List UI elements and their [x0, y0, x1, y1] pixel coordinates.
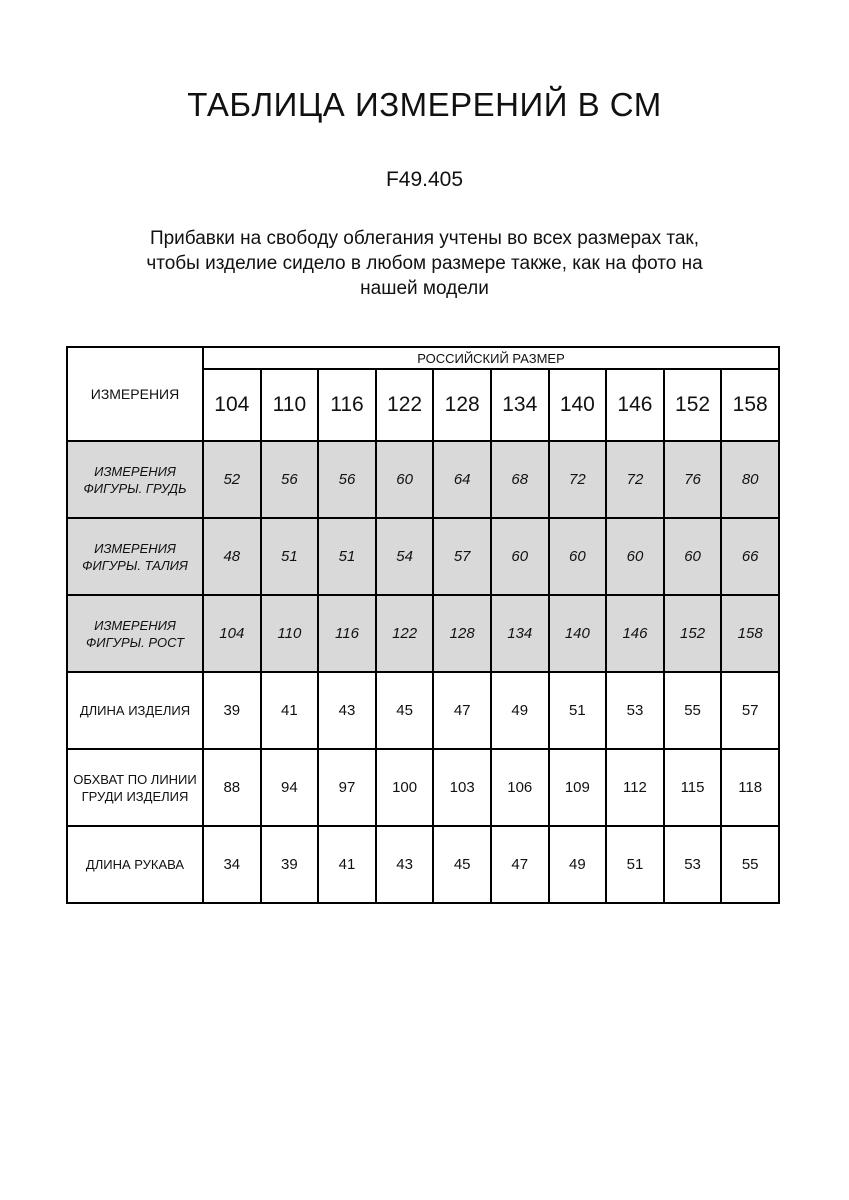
measurement-value: 51 — [261, 518, 319, 595]
measurement-value: 41 — [261, 672, 319, 749]
measurement-value: 51 — [606, 826, 664, 903]
row-label: ОБХВАТ ПО ЛИНИИ ГРУДИ ИЗДЕЛИЯ — [67, 749, 203, 826]
measurement-value: 100 — [376, 749, 434, 826]
measurement-value: 49 — [491, 672, 549, 749]
size-table-body — [67, 441, 779, 903]
table-row — [67, 826, 779, 903]
page-title: ТАБЛИЦА ИЗМЕРЕНИЙ В СМ — [187, 86, 662, 123]
measurement-value: 103 — [433, 749, 491, 826]
row-label: ДЛИНА ИЗДЕЛИЯ — [67, 672, 203, 749]
measurement-value: 158 — [721, 595, 779, 672]
size-column-header: 104 — [203, 369, 261, 441]
size-column-header: 152 — [664, 369, 722, 441]
size-column-header: 158 — [721, 369, 779, 441]
table-row — [67, 672, 779, 749]
row-label: ИЗМЕРЕНИЯ ФИГУРЫ. ГРУДЬ — [67, 441, 203, 518]
measurement-value: 60 — [491, 518, 549, 595]
measurement-value: 41 — [318, 826, 376, 903]
measurement-value: 57 — [721, 672, 779, 749]
size-table — [66, 346, 780, 904]
measurement-value: 56 — [318, 441, 376, 518]
measurement-value: 55 — [664, 672, 722, 749]
intro-line: нашей модели — [360, 278, 489, 299]
measurement-value: 66 — [721, 518, 779, 595]
measurement-value: 49 — [549, 826, 607, 903]
measurement-value: 80 — [721, 441, 779, 518]
measurements-corner-header: ИЗМЕРЕНИЯ — [67, 347, 203, 441]
measurement-value: 53 — [606, 672, 664, 749]
table-row — [67, 595, 779, 672]
table-row — [67, 441, 779, 518]
measurement-value: 60 — [664, 518, 722, 595]
measurement-value: 60 — [606, 518, 664, 595]
measurement-value: 56 — [261, 441, 319, 518]
measurement-value: 60 — [549, 518, 607, 595]
measurement-value: 72 — [606, 441, 664, 518]
intro-line: чтобы изделие сидело в любом размере также, как на фото на — [146, 253, 703, 274]
measurement-value: 115 — [664, 749, 722, 826]
row-label: ИЗМЕРЕНИЯ ФИГУРЫ. ТАЛИЯ — [67, 518, 203, 595]
measurement-value: 76 — [664, 441, 722, 518]
measurement-value: 122 — [376, 595, 434, 672]
row-label: ДЛИНА РУКАВА — [67, 826, 203, 903]
size-column-header: 146 — [606, 369, 664, 441]
measurement-value: 134 — [491, 595, 549, 672]
measurement-value: 43 — [318, 672, 376, 749]
measurement-value: 64 — [433, 441, 491, 518]
measurement-value: 112 — [606, 749, 664, 826]
measurement-value: 45 — [376, 672, 434, 749]
measurement-value: 39 — [261, 826, 319, 903]
measurement-value: 88 — [203, 749, 261, 826]
measurement-value: 34 — [203, 826, 261, 903]
table-row — [67, 749, 779, 826]
size-column-header: 128 — [433, 369, 491, 441]
measurement-value: 51 — [318, 518, 376, 595]
measurement-value: 47 — [433, 672, 491, 749]
measurement-value: 116 — [318, 595, 376, 672]
measurement-value: 146 — [606, 595, 664, 672]
measurement-value: 55 — [721, 826, 779, 903]
size-column-header: 134 — [491, 369, 549, 441]
intro-text — [0, 226, 849, 301]
russian-size-group-header: РОССИЙСКИЙ РАЗМЕР — [203, 347, 779, 369]
measurement-value: 43 — [376, 826, 434, 903]
measurement-value: 57 — [433, 518, 491, 595]
measurement-value: 118 — [721, 749, 779, 826]
measurement-value: 128 — [433, 595, 491, 672]
measurement-value: 54 — [376, 518, 434, 595]
measurement-value: 52 — [203, 441, 261, 518]
measurement-value: 60 — [376, 441, 434, 518]
size-column-header: 116 — [318, 369, 376, 441]
model-code: F49.405 — [385, 168, 464, 191]
measurement-value: 45 — [433, 826, 491, 903]
measurement-value: 109 — [549, 749, 607, 826]
measurement-value: 104 — [203, 595, 261, 672]
measurement-value: 48 — [203, 518, 261, 595]
table-row — [67, 518, 779, 595]
measurement-value: 110 — [261, 595, 319, 672]
measurement-value: 140 — [549, 595, 607, 672]
measurement-value: 47 — [491, 826, 549, 903]
measurement-value: 39 — [203, 672, 261, 749]
measurement-value: 106 — [491, 749, 549, 826]
measurement-value: 72 — [549, 441, 607, 518]
size-column-header: 110 — [261, 369, 319, 441]
group-header-row — [67, 347, 779, 369]
size-column-header: 140 — [549, 369, 607, 441]
measurement-value: 152 — [664, 595, 722, 672]
size-column-header: 122 — [376, 369, 434, 441]
row-label: ИЗМЕРЕНИЯ ФИГУРЫ. РОСТ — [67, 595, 203, 672]
measurement-value: 51 — [549, 672, 607, 749]
measurement-value: 53 — [664, 826, 722, 903]
measurement-value: 94 — [261, 749, 319, 826]
intro-line: Прибавки на свободу облегания учтены во всех размерах так, — [149, 228, 700, 249]
measurement-value: 68 — [491, 441, 549, 518]
measurement-value: 97 — [318, 749, 376, 826]
